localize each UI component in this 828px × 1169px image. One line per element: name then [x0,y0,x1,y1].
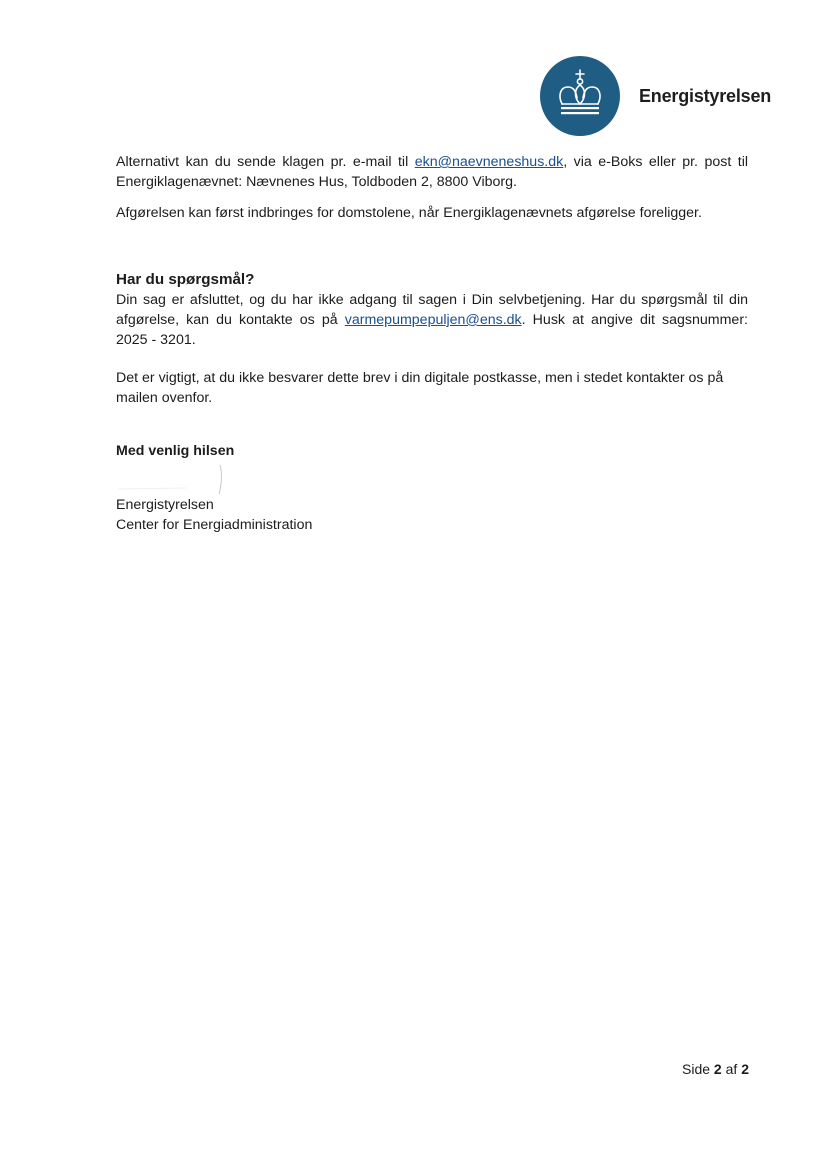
paragraph-complaint-alternative: Alternativt kan du sende klagen pr. e-mail til ekn@naevneneshus.dk, via e-Boks eller pr. post til Energiklagenævnet: Nævnenes Hus, Toldboden 2, 8800 Viborg. [116,154,748,190]
sender-organization: Energistyrelsen [116,497,214,513]
email-link-ekn[interactable]: ekn@naevneneshus.dk [414,154,564,170]
paragraph-court: Afgørelsen kan først indbringes for domstolene, når Energiklagenævnets afgørelse foreligger. [116,205,702,221]
brand-name: Energistyrelsen [639,86,772,106]
email-link-varmepumpepuljen[interactable]: varmepumpepuljen@ens.dk [344,312,522,328]
section-heading-questions: Har du spørgsmål? [116,271,255,288]
page-number: Side 2 af 2 [682,1061,749,1077]
sender-center: Center for Energiadministration [116,517,313,533]
logo-badge [540,56,620,136]
closing-greeting: Med venlig hilsen [116,443,235,459]
signature-area [116,463,276,495]
crown-icon [540,56,620,136]
letter-body [116,152,748,535]
paragraph-no-reply: Det er vigtigt, at du ikke besvarer dette brev i din digitale postkasse, men i stedet kontakter os på mailen ovenfor. [116,370,724,406]
paragraph-contact: Din sag er afsluttet, og du har ikke adgang til sagen i Din selvbetjening. Har du spørgsmål til din afgørelse, kan du kontakte os på varmepumpepuljen@ens.dk. Husk at angive dit sagsnummer: 2025 - 3201. [116,292,748,348]
